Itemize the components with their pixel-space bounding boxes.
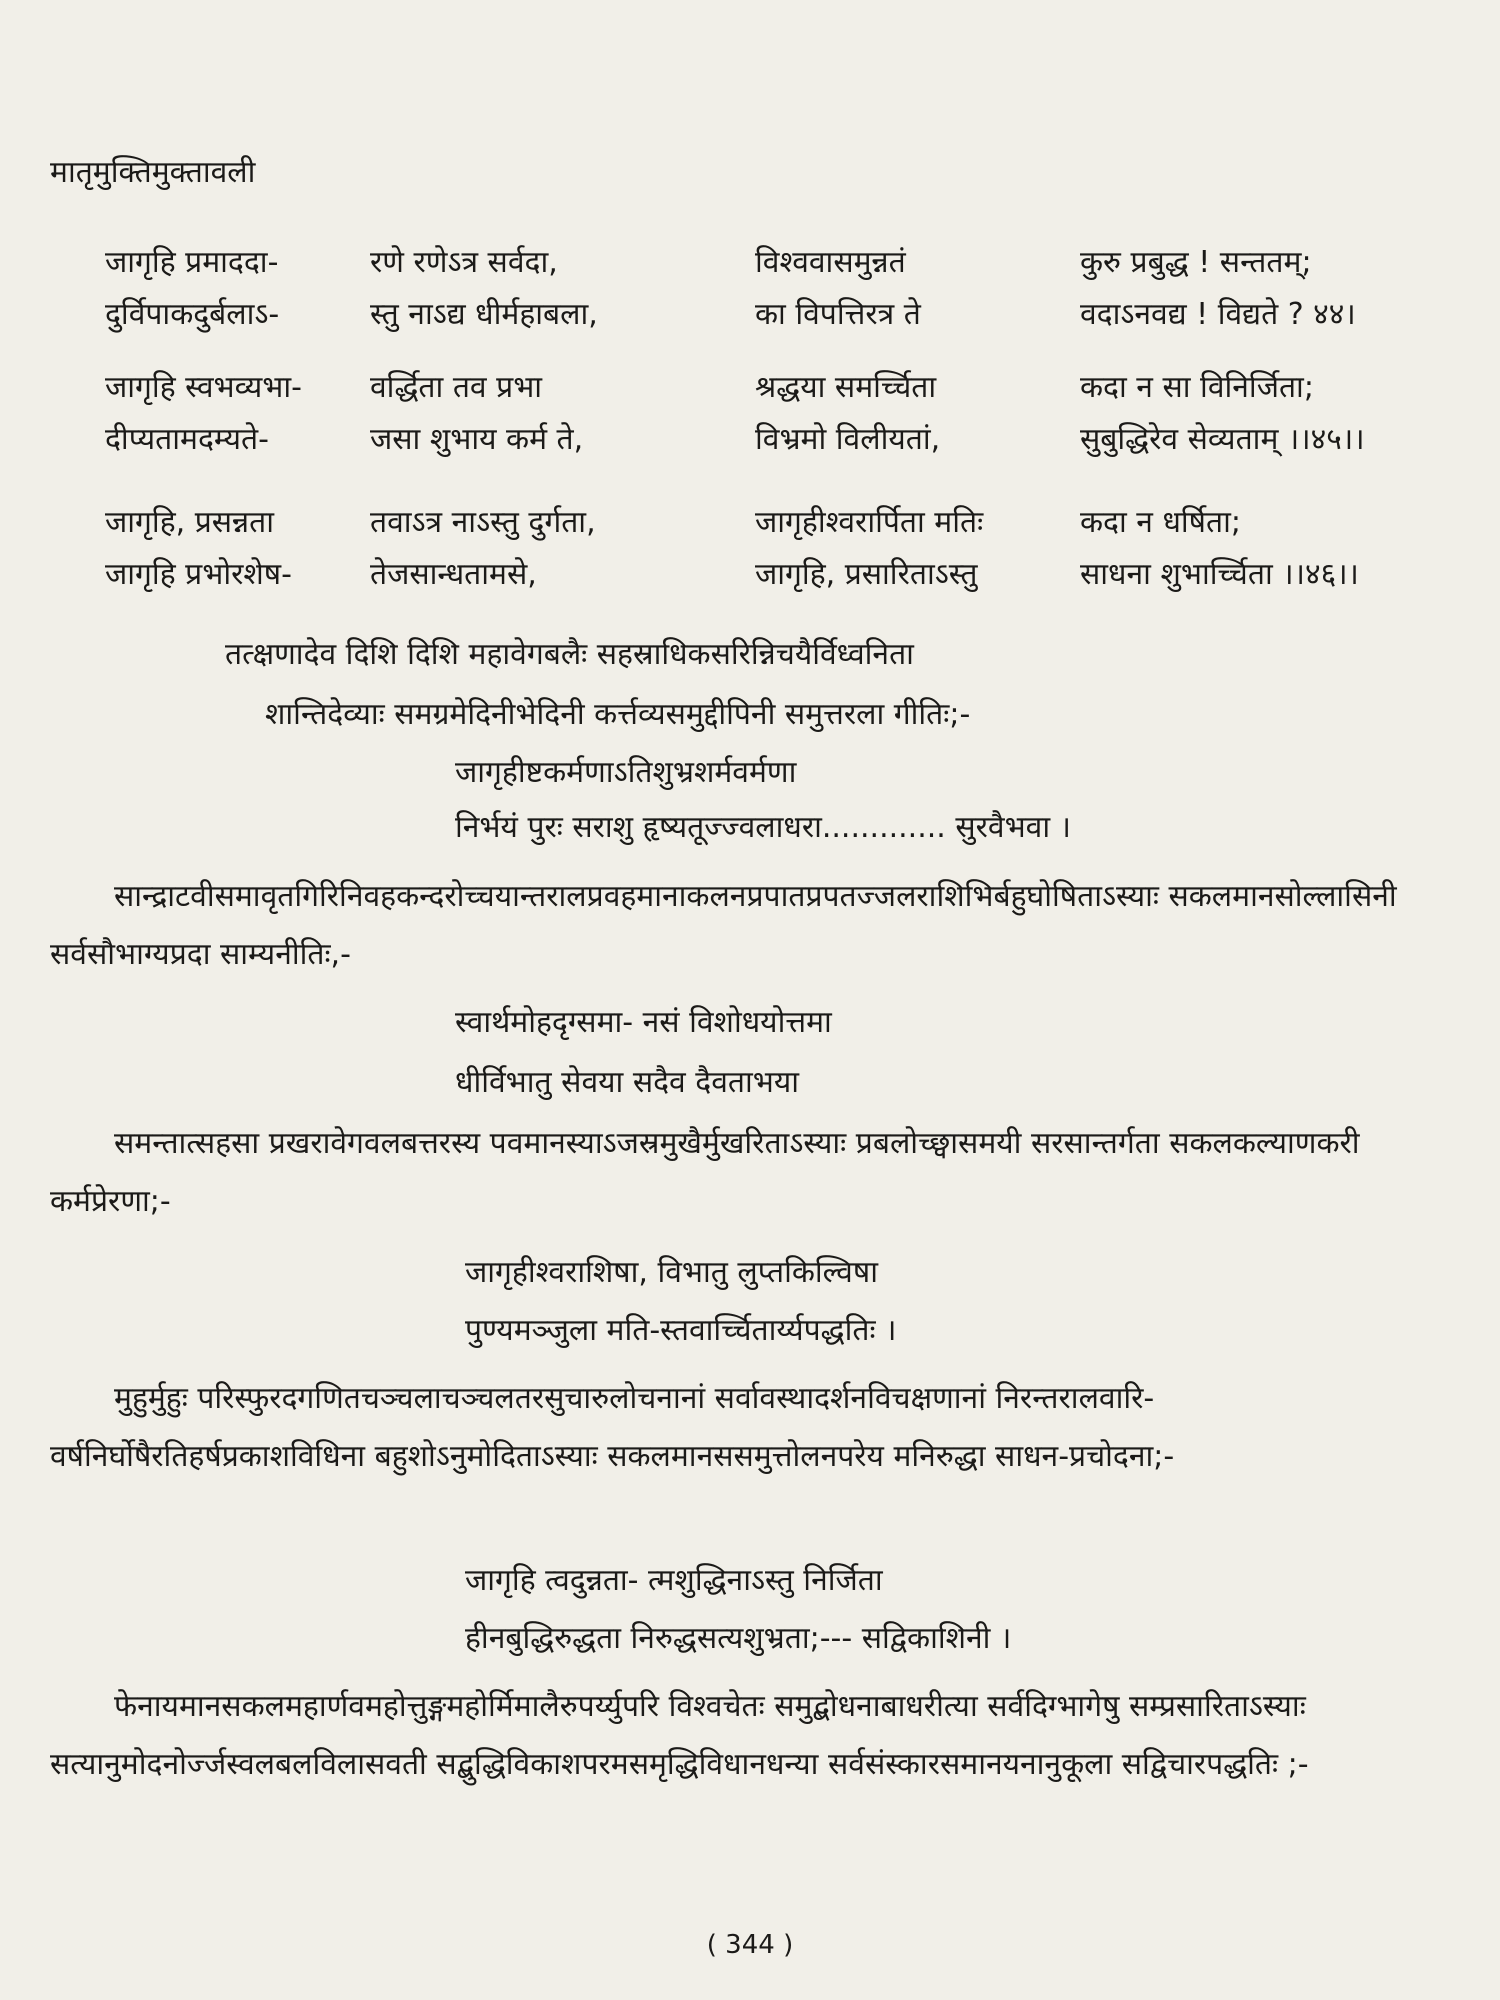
paragraph-text: मुहुर्मुहुः परिस्फुरदगणितचञ्चलाचञ्चलतरसुचारुलोचनानां सर्वावस्थादर्शनविचक्षणानां निरन्तरालवारि-वर्षनिर्घोषैरतिहर्षप्रकाशविधिना बहुशोऽनुमोदिताऽस्याः सकलमानससमुत्तोलनपरेय मनिरुद्धा साधन-प्रचोदना;- — [50, 1381, 1175, 1474]
verse-line — [105, 417, 1455, 469]
song-line: हीनबुद्धिरुद्धता निरुद्धसत्यशुभ्रता;--- सद्विकाशिनी । — [465, 1621, 1012, 1656]
verse-segment: कदा न सा विनिर्जिता; — [1080, 370, 1314, 405]
song-line: जागृहि त्वदुन्नता- त्मशुद्धिनाऽस्तु निर्जिता — [465, 1563, 883, 1598]
song-line: स्वार्थमोहदृग्समा- नसं विशोधयोत्तमा — [455, 1005, 832, 1040]
verse-segment: दुर्विपाकदुर्बलाऽ- — [105, 297, 280, 332]
verse-line — [105, 240, 1455, 292]
prose-paragraph — [50, 868, 1460, 984]
running-head: मातृमुक्तिमुक्तावली — [50, 155, 256, 190]
verse-segment: जागृहि प्रमाददा- — [105, 245, 279, 280]
verse-segment: जागृहि, प्रसारिताऽस्तु — [755, 557, 978, 592]
prose-paragraph — [50, 1370, 1460, 1486]
verse-45 — [105, 365, 1455, 469]
song-line: निर्भयं पुरः सराशु हृष्यतूज्ज्वलाधरा............. सुरवैभवा । — [455, 810, 1072, 845]
verse-segment: विभ्रमो विलीयतां, — [755, 422, 941, 457]
verse-segment: श्रद्धया समर्च्चिता — [755, 370, 937, 405]
song-line: धीर्विभातु सेवया सदैव दैवताभया — [455, 1065, 799, 1100]
verse-segment: जसा शुभाय कर्म ते, — [370, 422, 584, 457]
verse-segment: दीप्यतामदम्यते- — [105, 422, 269, 457]
song-line: जागृहीश्वराशिषा, विभातु लुप्तकिल्विषा — [465, 1255, 878, 1290]
verse-segment: रणे रणेऽत्र सर्वदा, — [370, 245, 558, 280]
verse-line — [105, 292, 1455, 344]
song-line: पुण्यमञ्जुला मति-स्तवार्च्चितार्य्यपद्धतिः । — [465, 1313, 897, 1348]
verse-segment: कदा न धर्षिता; — [1080, 505, 1241, 540]
paragraph-text: समन्तात्सहसा प्रखरावेगवलबत्तरस्य पवमानस्याऽजस्रमुखैर्मुखरिताऽस्याः प्रबलोच्छ्वासमयी सरसान्तर्गता सकलकल्याणकरी कर्मप्रेरणा;- — [50, 1126, 1360, 1219]
verse-segment: जागृहि प्रभोरशेष- — [105, 557, 292, 592]
prose-line: शान्तिदेव्याः समग्रमेदिनीभेदिनी कर्त्तव्यसमुद्दीपिनी समुत्तरला गीतिः;- — [265, 697, 971, 732]
paragraph-text: सान्द्राटवीसमावृतगिरिनिवहकन्दरोच्चयान्तरालप्रवहमानाकलनप्रपातप्रपतज्जलराशिभिर्बहुघोषिताऽस्याः सकलमानसोल्लासिनी सर्वसौभाग्यप्रदा साम्यनीतिः,- — [50, 879, 1397, 972]
verse-segment: विश्ववासमुन्नतं — [755, 245, 906, 280]
verse-line — [105, 500, 1455, 552]
verse-segment: वर्द्धिता तव प्रभा — [370, 370, 543, 405]
verse-line — [105, 365, 1455, 417]
page-number: ( 344 ) — [706, 1930, 794, 1960]
verse-segment: वदाऽनवद्य ! विद्यते ? ४४। — [1080, 297, 1356, 332]
prose-paragraph — [50, 1678, 1460, 1794]
verse-segment: तेजसान्धतामसे, — [370, 557, 537, 592]
verse-segment: सुबुद्धिरेव सेव्यताम् ।।४५।। — [1080, 422, 1365, 457]
verse-segment: का विपत्तिरत्र ते — [755, 297, 921, 332]
verse-segment: जागृहीश्वरार्पिता मतिः — [755, 505, 984, 540]
verse-segment: जागृहि, प्रसन्नता — [105, 505, 275, 540]
verse-segment: स्तु नाऽद्य धीर्महाबला, — [370, 297, 598, 332]
paragraph-text: फेनायमानसकलमहार्णवमहोत्तुङ्गमहोर्मिमालैरुपर्य्युपरि विश्वचेतः समुद्बोधनाबाधरीत्या सर्वदिग्भागेषु सम्प्रसारिताऽस्याः सत्यानुमोदनोर्ज्जस्वलबलविलासवती सद्बुद्धिविकाशपरमसमृद्धिविधानधन्या सर्वसंस्कारसमानयनानुकूला सद्विचारपद्धतिः ;- — [50, 1689, 1309, 1782]
verse-segment: तवाऽत्र नाऽस्तु दुर्गता, — [370, 505, 596, 540]
verse-segment: जागृहि स्वभव्यभा- — [105, 370, 302, 405]
prose-line: तत्क्षणादेव दिशि दिशि महावेगबलैः सहस्राधिकसरिन्निचयैर्विध्वनिता — [225, 637, 914, 672]
verse-segment: कुरु प्रबुद्ध ! सन्ततम्; — [1080, 245, 1312, 280]
verse-46 — [105, 500, 1455, 604]
prose-paragraph — [50, 1115, 1460, 1231]
song-line: जागृहीष्टकर्मणाऽतिशुभ्रशर्मवर्मणा — [455, 755, 797, 790]
verse-segment: साधना शुभार्च्चिता ।।४६।। — [1080, 557, 1359, 592]
verse-44 — [105, 240, 1455, 344]
verse-line — [105, 552, 1455, 604]
